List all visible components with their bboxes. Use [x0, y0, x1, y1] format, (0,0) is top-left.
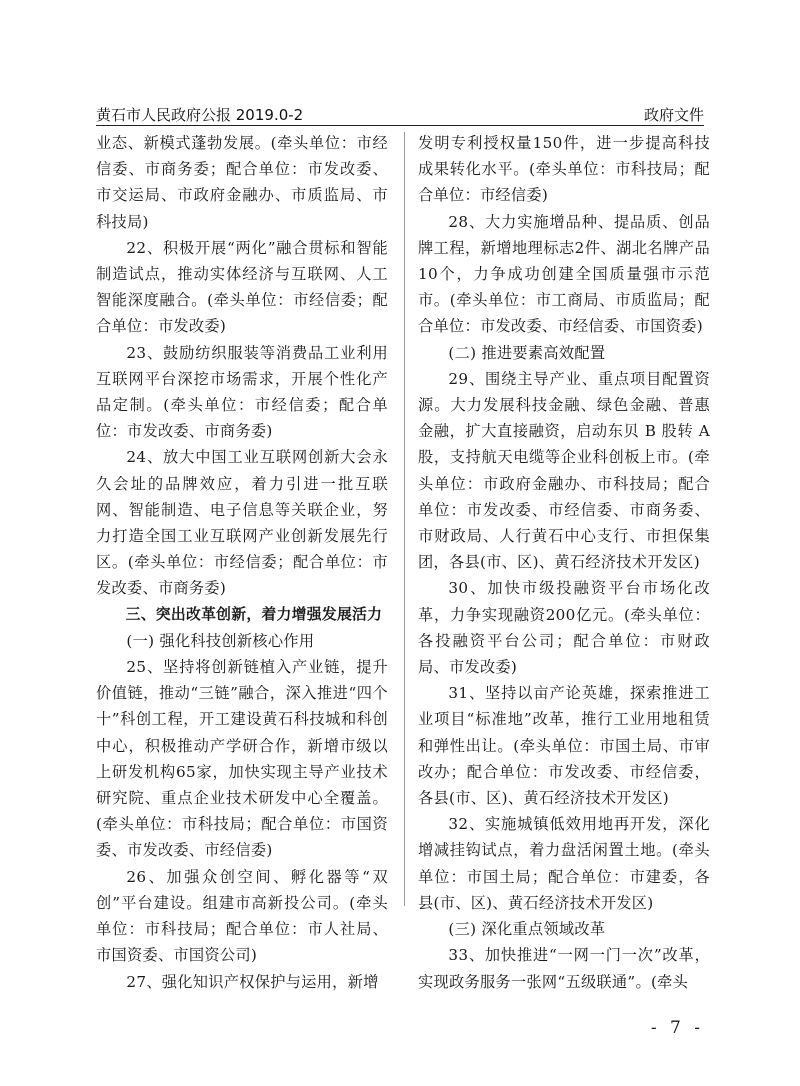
paragraph: 27、强化知识产权保护与运用，新增	[126, 972, 379, 991]
paragraph: 25、坚持将创新链植入产业链，提升价值链，推动“三链”融合，深入推进“四个十”科创工程，开工建设黄石科技城和科创中心，积极推动产学研合作，新增市级以上研发机构65家，加快实现主导产业技术研究院、重点企业技术研发中心全覆盖。(牵头单位：市科技局；配合单位：市国资委、市发改委、市经信委)	[96, 658, 388, 860]
header-rule	[96, 125, 704, 126]
gazette-title: 黄石市人民政府公报 2019.0-2	[96, 106, 304, 124]
subsection-heading: (二) 推进要素高效配置	[448, 343, 606, 362]
paragraph: 33、加快推进“一网一门一次”改革，实现政务服务一张网“五级联通”。(牵头	[418, 946, 710, 991]
column-divider	[404, 132, 405, 906]
subsection-heading: (三) 深化重点领域改革	[448, 920, 606, 939]
paragraph: 28、大力实施增品种、提品质、创品牌工程，新增地理标志2件、湖北名牌产品10个，力争成功创建全国质量强市示范市。(牵头单位：市工商局、市质监局；配合单位：市发改委、市经信委、市国资委)	[418, 212, 710, 336]
paragraph: 29、围绕主导产业、重点项目配置资源。大力发展科技金融、绿色金融、普惠金融，扩大直接融资，启动东贝 B 股转 A 股，支持航天电缆等企业科创板上市。(牵头单位：市政府金融办、市科技局；配合单位：市发改委、市经信委、市商务委、市财政局、人行黄石中心支行、市担保集团，各县(市、区)、黄石经济技术开发区)	[418, 369, 710, 572]
section-label: 政府文件	[643, 106, 704, 124]
section-heading: 三、突出改革创新，着力增强发展活力	[125, 605, 383, 623]
page-number: - 7 -	[650, 1018, 704, 1038]
paragraph: 31、坚持以亩产论英雄，探索推进工业项目“标准地”改革，推行工业用地租赁和弹性出让。(牵头单位：市国土局、市审改办；配合单位：市发改委、市经信委，各县(市、区)、黄石经济技术开发区)	[418, 684, 710, 808]
paragraph: 26、加强众创空间、孵化器等“双创”平台建设。组建市高新投公司。(牵头单位：市科技局；配合单位：市人社局、市国资委、市国资公司)	[96, 867, 388, 965]
paragraph: 24、放大中国工业互联网创新大会永久会址的品牌效应，着力引进一批互联网、智能制造、电子信息等关联企业，努力打造全国工业互联网产业创新发展先行区。(牵头单位：市经信委；配合单位：市发改委、市商务委)	[96, 448, 388, 598]
paragraph: 30、加快市级投融资平台市场化改革，力争实现融资200亿元。(牵头单位：各投融资平台公司；配合单位：市财政局、市发改委)	[418, 579, 710, 677]
subsection-heading: (一) 强化科技创新核心作用	[126, 631, 315, 650]
paragraph: 发明专利授权量150件，进一步提高科技成果转化水平。(牵头单位：市科技局；配合单位：市经信委)	[418, 134, 710, 205]
right-column	[418, 130, 710, 995]
left-column	[96, 130, 388, 995]
page-header	[96, 102, 704, 126]
paragraph: 32、实施城镇低效用地再开发，深化增减挂钩试点，着力盘活闲置土地。(牵头单位：市国土局；配合单位：市建委，各县(市、区)、黄石经济技术开发区)	[418, 815, 710, 912]
paragraph: 23、鼓励纺织服装等消费品工业利用互联网平台深挖市场需求，开展个性化产品定制。(牵头单位：市经信委；配合单位：市发改委、市商务委)	[96, 343, 388, 441]
paragraph: 22、积极开展“两化”融合贯标和智能制造试点，推动实体经济与互联网、人工智能深度融合。(牵头单位：市经信委；配合单位：市发改委)	[96, 238, 388, 336]
paragraph: 业态、新模式蓬勃发展。(牵头单位：市经信委、市商务委；配合单位：市发改委、市交运局、市政府金融办、市质监局、市科技局)	[96, 134, 388, 231]
